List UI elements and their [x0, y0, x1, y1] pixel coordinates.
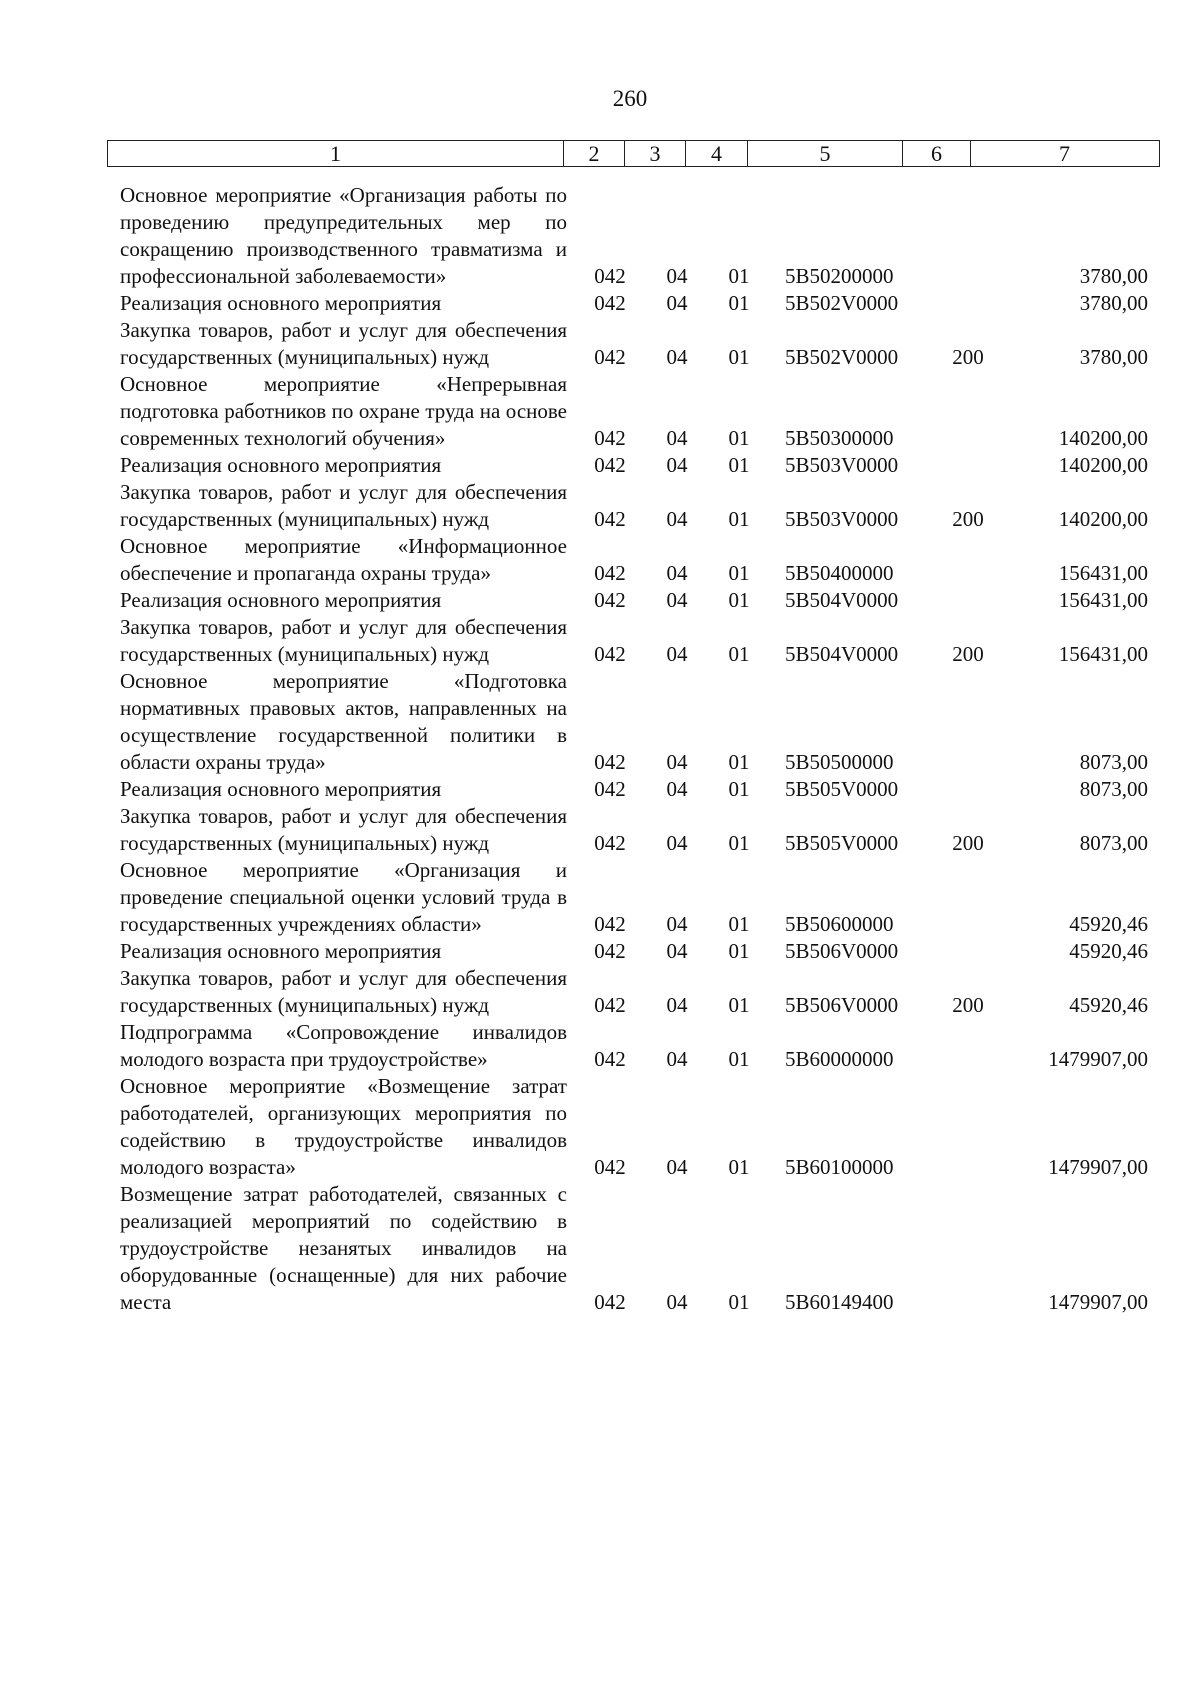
table-row [0, 803, 1200, 857]
row-cell-c5: 5В504V0000 [785, 642, 899, 666]
row-cell-c3: 04 [666, 642, 688, 666]
row-cell-c7: 45920,46 [1069, 993, 1148, 1017]
table-row [0, 1019, 1200, 1073]
row-description: Закупка товаров, работ и услуг для обеспечения государственных (муниципальных) нужд [120, 615, 567, 666]
row-cell-c2: 042 [594, 345, 626, 369]
row-cell-c4: 01 [728, 1155, 750, 1179]
row-cell-c2: 042 [594, 912, 626, 936]
row-cell-c7: 1479907,00 [1048, 1047, 1148, 1071]
row-cell-c7: 140200,00 [1058, 453, 1148, 477]
row-cell-c4: 01 [728, 264, 750, 288]
row-cell-c2: 042 [594, 453, 626, 477]
table-row [0, 290, 1200, 317]
row-cell-c6: 200 [952, 642, 984, 666]
row-cell-c7: 156431,00 [1058, 561, 1148, 585]
row-cell-c2: 042 [594, 1047, 626, 1071]
row-cell-c7: 45920,46 [1069, 912, 1148, 936]
row-cell-c6: 200 [952, 345, 984, 369]
row-cell-c7: 8073,00 [1079, 777, 1148, 801]
table-row [0, 479, 1200, 533]
row-cell-c4: 01 [728, 588, 750, 612]
row-cell-c4: 01 [728, 426, 750, 450]
row-cell-c3: 04 [666, 588, 688, 612]
row-cell-c3: 04 [666, 345, 688, 369]
row-description: Основное мероприятие «Информационное обеспечение и пропаганда охраны труда» [120, 534, 567, 585]
row-cell-c7: 1479907,00 [1048, 1290, 1148, 1314]
table-row [0, 668, 1200, 776]
row-cell-c4: 01 [728, 993, 750, 1017]
row-cell-c5: 5В506V0000 [785, 993, 899, 1017]
header-col-1: 1 [108, 141, 564, 166]
row-cell-c7: 8073,00 [1079, 750, 1148, 774]
row-cell-c4: 01 [728, 1047, 750, 1071]
table-row [0, 776, 1200, 803]
row-cell-c6: 200 [952, 831, 984, 855]
table-row [0, 1181, 1200, 1316]
row-cell-c4: 01 [728, 777, 750, 801]
header-col-7: 7 [1059, 141, 1070, 166]
table-row [0, 938, 1200, 965]
table-row [0, 965, 1200, 1019]
row-cell-c2: 042 [594, 939, 626, 963]
row-cell-c2: 042 [594, 777, 626, 801]
row-cell-c3: 04 [666, 1047, 688, 1071]
row-cell-c2: 042 [594, 561, 626, 585]
row-cell-c3: 04 [666, 507, 688, 531]
row-cell-c2: 042 [594, 1155, 626, 1179]
row-cell-c2: 042 [594, 291, 626, 315]
row-cell-c4: 01 [728, 291, 750, 315]
header-col-2: 2 [564, 141, 625, 166]
row-description: Реализация основного мероприятия [120, 453, 442, 477]
row-cell-c5: 5В50600000 [785, 912, 894, 936]
row-cell-c6: 200 [952, 507, 984, 531]
header-col-6: 6 [903, 141, 971, 166]
row-cell-c7: 3780,00 [1079, 264, 1148, 288]
row-cell-c7: 3780,00 [1079, 291, 1148, 315]
table-row [0, 614, 1200, 668]
table-header [107, 140, 1160, 167]
row-cell-c7: 140200,00 [1058, 426, 1148, 450]
table-row [0, 317, 1200, 371]
row-cell-c3: 04 [666, 912, 688, 936]
row-cell-c5: 5В505V0000 [785, 831, 899, 855]
header-col-3: 3 [625, 141, 686, 166]
row-cell-c7: 3780,00 [1079, 345, 1148, 369]
row-cell-c3: 04 [666, 1155, 688, 1179]
row-cell-c2: 042 [594, 831, 626, 855]
row-description: Закупка товаров, работ и услуг для обеспечения государственных (муниципальных) нужд [120, 966, 567, 1017]
header-col-5: 5 [748, 141, 903, 166]
row-cell-c5: 5В504V0000 [785, 588, 899, 612]
row-cell-c4: 01 [728, 345, 750, 369]
row-description: Основное мероприятие «Возмещение затрат работодателей, организующих мероприятия по содействию в трудоустройстве инвалидов молодого возраста» [120, 1074, 567, 1179]
row-cell-c5: 5В50400000 [785, 561, 894, 585]
table-row [0, 857, 1200, 938]
row-cell-c4: 01 [728, 507, 750, 531]
row-cell-c2: 042 [594, 426, 626, 450]
row-cell-c2: 042 [594, 1290, 626, 1314]
row-description: Реализация основного мероприятия [120, 588, 442, 612]
row-cell-c2: 042 [594, 750, 626, 774]
row-cell-c5: 5В50200000 [785, 264, 894, 288]
row-cell-c4: 01 [728, 561, 750, 585]
row-cell-c3: 04 [666, 750, 688, 774]
row-description: Подпрограмма «Сопровождение инвалидов молодого возраста при трудоустройстве» [120, 1020, 567, 1071]
row-cell-c4: 01 [728, 642, 750, 666]
row-cell-c5: 5В60100000 [785, 1155, 894, 1179]
row-cell-c3: 04 [666, 777, 688, 801]
row-cell-c5: 5В502V0000 [785, 291, 899, 315]
table-body [0, 182, 1200, 1316]
row-cell-c5: 5В505V0000 [785, 777, 899, 801]
table-row [0, 452, 1200, 479]
row-description: Основное мероприятие «Организация и проведение специальной оценки условий труда в государственных учреждениях области» [120, 858, 567, 936]
row-cell-c4: 01 [728, 750, 750, 774]
row-cell-c4: 01 [728, 831, 750, 855]
table-row [0, 1073, 1200, 1181]
row-cell-c5: 5В60149400 [785, 1290, 894, 1314]
row-description: Закупка товаров, работ и услуг для обеспечения государственных (муниципальных) нужд [120, 318, 567, 369]
header-col-4: 4 [686, 141, 748, 166]
row-cell-c4: 01 [728, 1290, 750, 1314]
table-row [0, 533, 1200, 587]
row-cell-c7: 156431,00 [1058, 642, 1148, 666]
row-cell-c2: 042 [594, 993, 626, 1017]
table-row [0, 182, 1200, 290]
row-cell-c3: 04 [666, 561, 688, 585]
row-cell-c2: 042 [594, 588, 626, 612]
row-cell-c7: 8073,00 [1079, 831, 1148, 855]
row-description: Основное мероприятие «Организация работы по проведению предупредительных мер по сокращению производственного травматизма и профессиональной заболеваемости» [120, 183, 567, 288]
row-description: Возмещение затрат работодателей, связанных с реализацией мероприятий по содействию в трудоустройстве незанятых инвалидов на оборудованные (оснащенные) для них рабочие места [120, 1182, 567, 1314]
row-cell-c5: 5В60000000 [785, 1047, 894, 1071]
row-cell-c3: 04 [666, 1290, 688, 1314]
page-number: 260 [612, 86, 648, 111]
row-description: Реализация основного мероприятия [120, 291, 442, 315]
row-cell-c3: 04 [666, 831, 688, 855]
row-cell-c2: 042 [594, 507, 626, 531]
row-description: Основное мероприятие «Подготовка нормативных правовых актов, направленных на осуществление государственной политики в области охраны труда» [120, 669, 567, 774]
row-cell-c5: 5В506V0000 [785, 939, 899, 963]
row-cell-c3: 04 [666, 453, 688, 477]
row-cell-c2: 042 [594, 642, 626, 666]
row-cell-c5: 5В502V0000 [785, 345, 899, 369]
row-cell-c5: 5В503V0000 [785, 453, 899, 477]
row-cell-c7: 156431,00 [1058, 588, 1148, 612]
table-row [0, 587, 1200, 614]
row-cell-c5: 5В503V0000 [785, 507, 899, 531]
row-description: Закупка товаров, работ и услуг для обеспечения государственных (муниципальных) нужд [120, 804, 567, 855]
row-cell-c3: 04 [666, 264, 688, 288]
row-cell-c7: 140200,00 [1058, 507, 1148, 531]
row-cell-c4: 01 [728, 912, 750, 936]
row-description: Закупка товаров, работ и услуг для обеспечения государственных (муниципальных) нужд [120, 480, 567, 531]
row-cell-c4: 01 [728, 453, 750, 477]
row-cell-c3: 04 [666, 426, 688, 450]
row-cell-c4: 01 [728, 939, 750, 963]
row-cell-c5: 5В50300000 [785, 426, 894, 450]
row-cell-c3: 04 [666, 939, 688, 963]
row-cell-c7: 45920,46 [1069, 939, 1148, 963]
table-row [0, 371, 1200, 452]
row-cell-c3: 04 [666, 993, 688, 1017]
row-cell-c6: 200 [952, 993, 984, 1017]
row-cell-c3: 04 [666, 291, 688, 315]
row-cell-c7: 1479907,00 [1048, 1155, 1148, 1179]
row-cell-c5: 5В50500000 [785, 750, 894, 774]
row-description: Основное мероприятие «Непрерывная подготовка работников по охране труда на основе современных технологий обучения» [120, 372, 567, 450]
row-cell-c2: 042 [594, 264, 626, 288]
row-description: Реализация основного мероприятия [120, 777, 442, 801]
row-description: Реализация основного мероприятия [120, 939, 442, 963]
